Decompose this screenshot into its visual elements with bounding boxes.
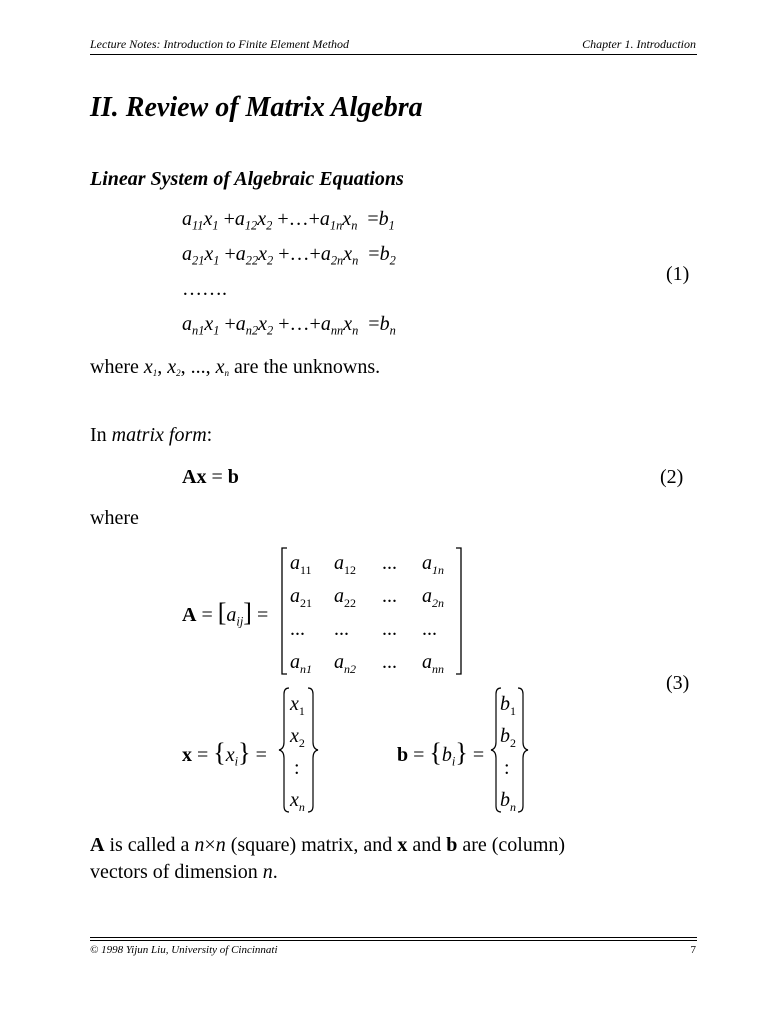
matrix-A-right-bracket [456,548,461,674]
matrix-A-cell: $a_{21}$ [290,585,312,610]
section-title: II. Review of Matrix Algebra [90,92,423,123]
matrix-A-cell: $a_{2n}$ [422,585,444,610]
vector-b-cell: $b_n$ [500,789,516,814]
vector-x-cell: : [294,757,300,779]
closing-line-1: A is called a n×n (square) matrix, and x and b are (column) [90,834,566,856]
running-header-right: Chapter 1. Introduction [582,37,696,51]
matrix-A [278,544,468,678]
matrix-A-cell: $a_{n1}$ [290,651,312,676]
subsection-title: Linear System of Algebraic Equations [90,168,404,190]
matrix-A-cell: $a_{11}$ [290,552,312,577]
vector-b-right-brace [518,688,528,812]
matrix-form-intro: In matrix form: [90,424,213,446]
matrix-A-cell: ... [382,585,397,607]
equation-number-2: (2) [660,466,684,488]
vector-b-cell: $b_2$ [500,725,516,750]
vector-x-right-brace [308,688,318,812]
footer-copyright: © 1998 Yijun Liu, University of Cincinnati [90,944,278,956]
matrix-A-cell: $a_{1n}$ [422,552,444,577]
where-label: where [90,507,139,529]
matrix-A-cell: ... [422,618,437,640]
matrix-A-cell: ... [382,618,397,640]
matrix-A-cell: ... [290,618,305,640]
vector-x-lhs: $x = \{x_i\}$ = [182,738,267,769]
vector-x-cell: $x_n$ [290,789,305,814]
vector-x [276,686,326,814]
equation-number-3: (3) [666,672,690,694]
equation-row-n: $a_{n1}x_1 +a_{n2}x_2$ $+\dots+a_{nn}x_n =b_n$ [182,313,396,338]
closing-line-2: vectors of dimension n. [90,861,278,883]
vector-x-left-brace [279,688,289,812]
equation-row-2: $a_{21}x_1 +a_{22}x_2$ $+\dots+a_{2n}x_n =b_2$ [182,243,396,268]
running-header-left: Lecture Notes: Introduction to Finite Element Method [90,37,350,51]
page-number: 7 [690,944,696,956]
vector-b-lhs: $b = \{b_i\}$ = [397,738,485,769]
matrix-A-cell: ... [382,651,397,673]
matrix-A-cell: ... [382,552,397,574]
matrix-A-lhs: $A = [a_{ij}]$ = [182,598,269,629]
equation-ellipsis: ……. [182,278,227,300]
matrix-A-cell: ... [334,618,349,640]
vector-x-cell: $x_2$ [290,725,305,750]
matrix-A-cell: $a_{n2}$ [334,651,356,676]
vector-b [488,686,538,814]
footer-rule-top [90,937,697,938]
vector-b-cell: : [504,757,510,779]
header-rule [90,54,697,55]
equation-row-1: $a_{11}x_1 +a_{12}x_2$ $+\dots+a_{1n}x_n =b_1$ [182,208,395,233]
footer-rule-bottom [90,940,697,941]
equation-2: Ax = b [182,466,239,488]
matrix-A-cell: $a_{12}$ [334,552,356,577]
vector-b-cell: $b_1$ [500,693,516,718]
matrix-A-left-bracket [282,548,287,674]
unknowns-sentence: where $x_1$, $x_2$, ..., $x_n$ are the unknowns. [90,356,381,379]
matrix-A-cell: $a_{nn}$ [422,651,444,676]
matrix-A-cell: $a_{22}$ [334,585,356,610]
vector-x-cell: $x_1$ [290,693,305,718]
equation-number-1: (1) [666,263,690,285]
